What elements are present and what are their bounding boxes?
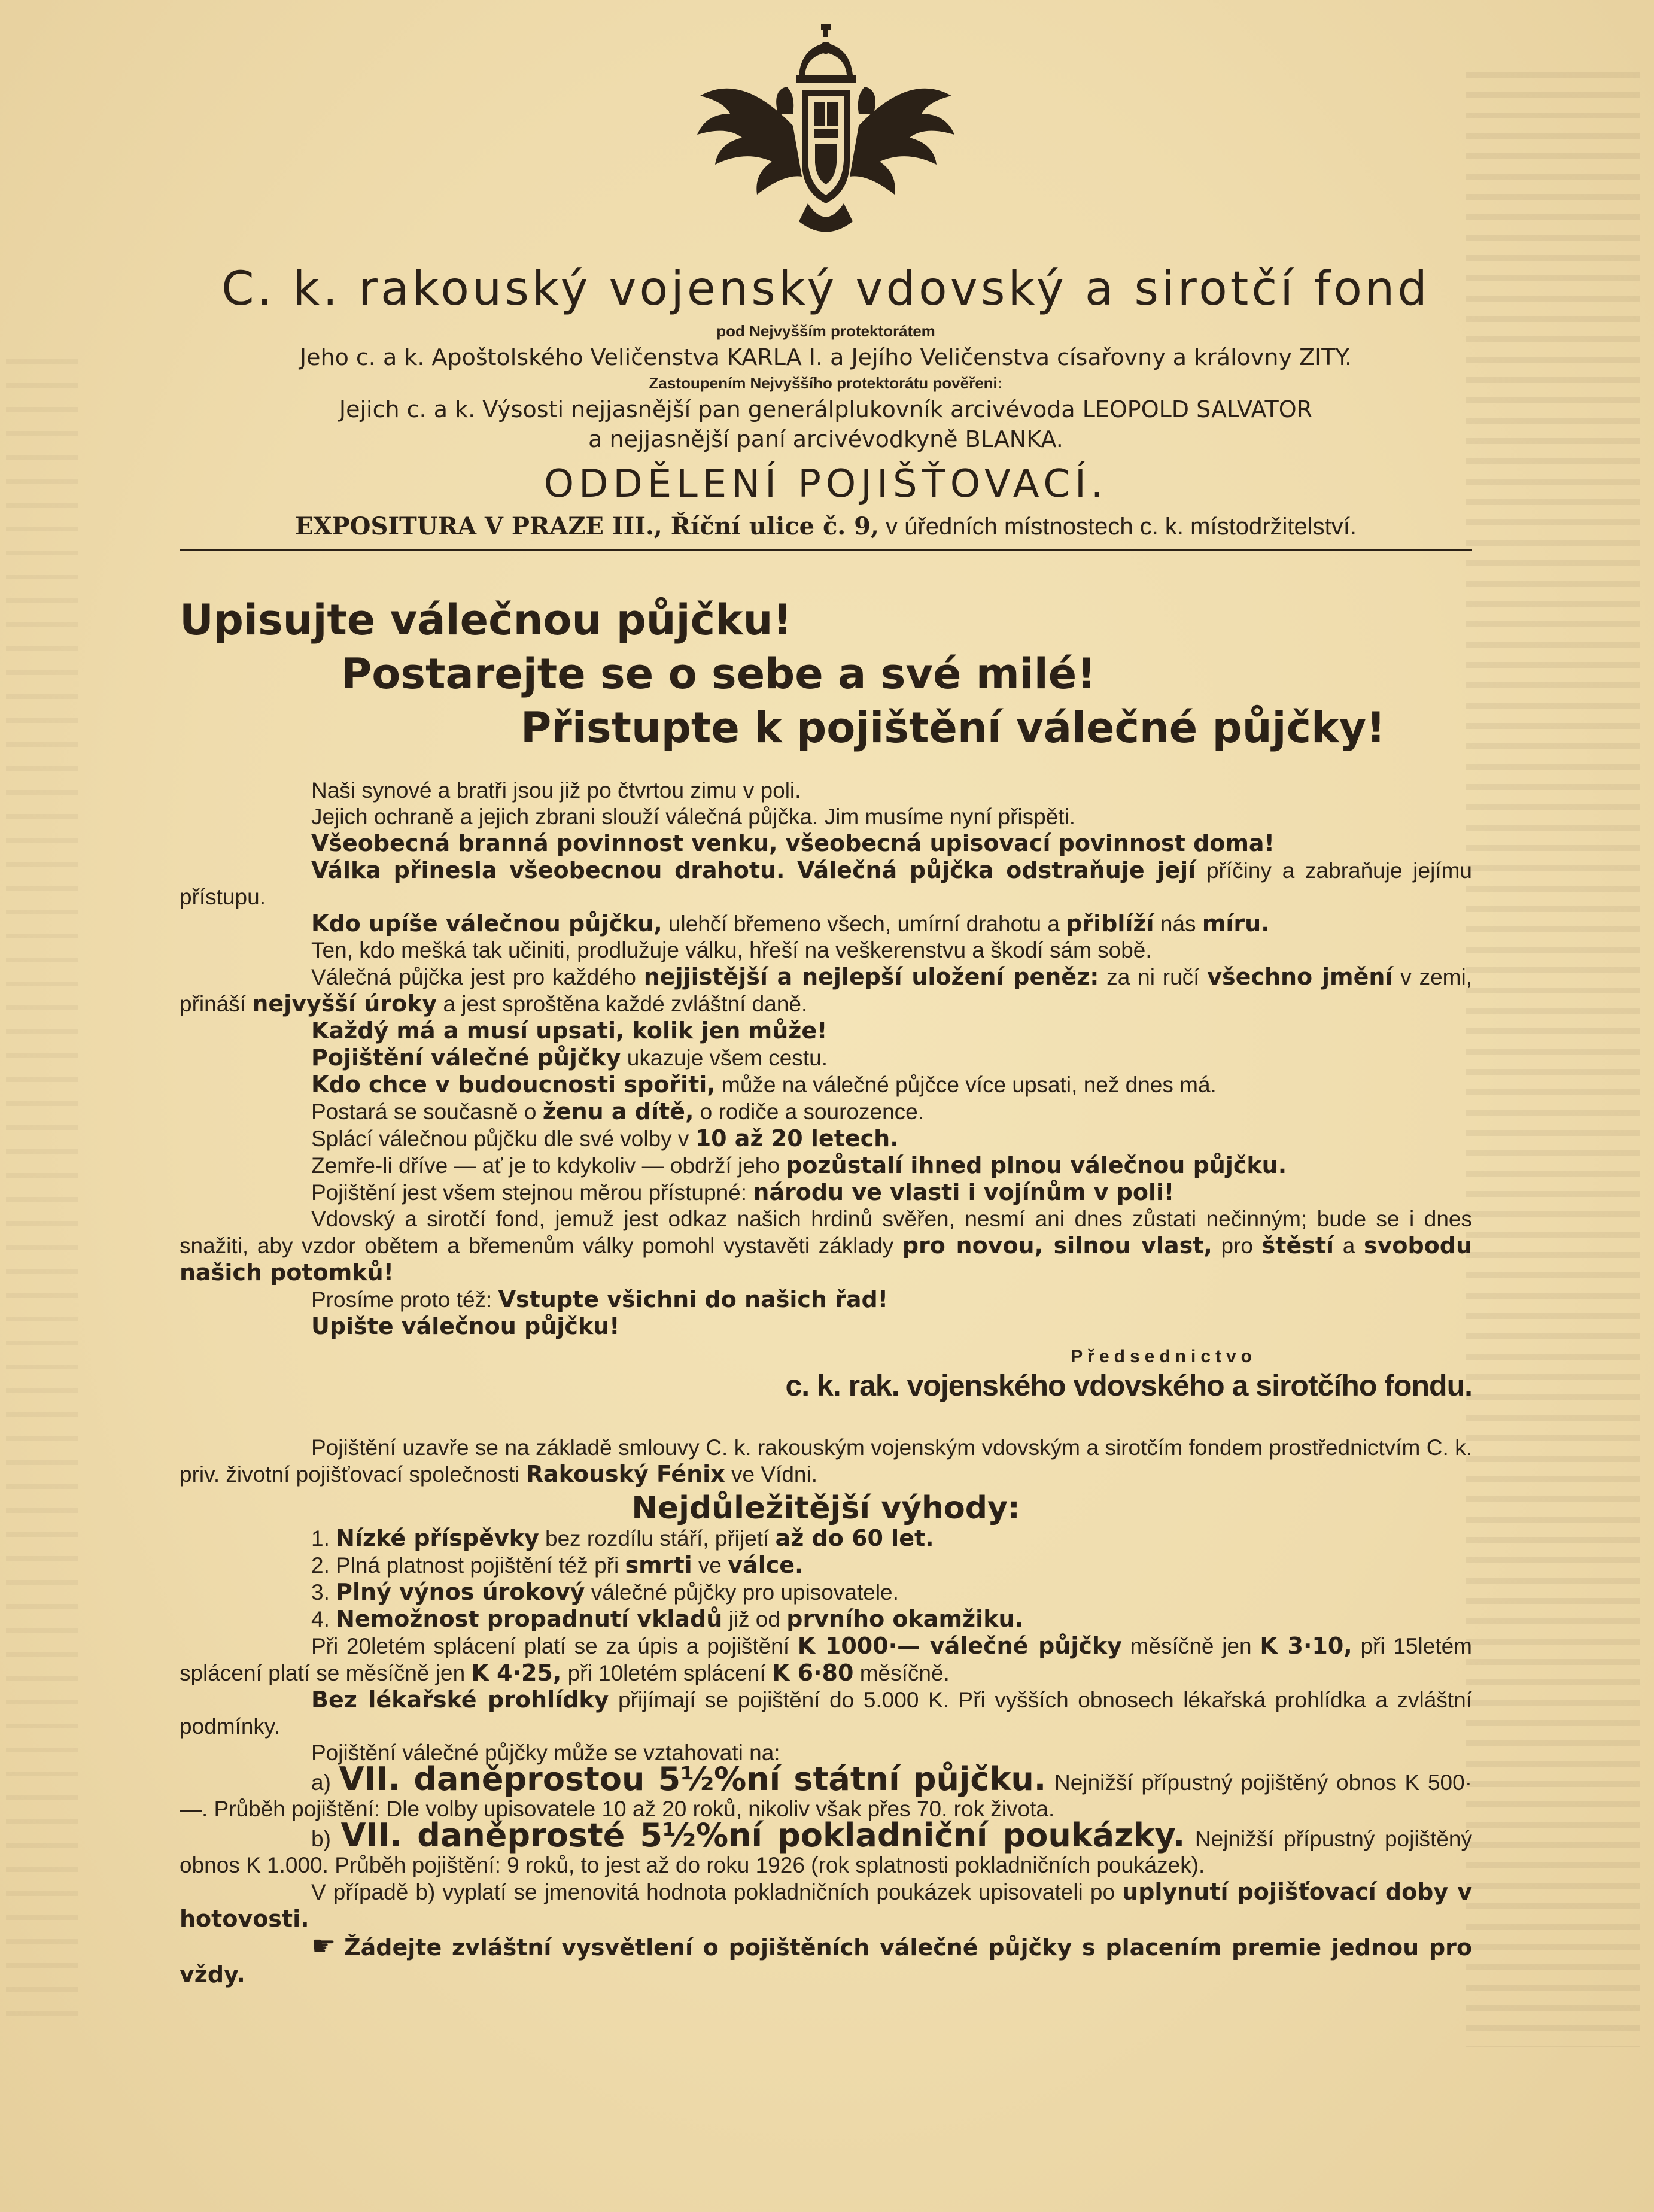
appeal-p4-bold: Válka přinesla všeobecnou drahotu. Válečná půjčka odstraňuje její xyxy=(311,857,1196,883)
rates-d: K 3·10, xyxy=(1260,1633,1352,1659)
terms-intro xyxy=(180,1435,1472,1488)
appeal-p15-c: pro xyxy=(1221,1233,1253,1258)
poster xyxy=(180,24,1472,1988)
expositura-address: EXPOSITURA V PRAZE III., Říční ulice č. 9, xyxy=(295,512,879,540)
appeal-p5-b: ulehčí břemeno všech, umírní drahotu a xyxy=(668,911,1060,936)
appeal-p15-d: štěstí xyxy=(1261,1232,1334,1259)
option-b-text: Nejnižší přípustný pojištěný obnos K 1.000. Průběh pojištění: 9 roků, to jest až do roku 1926 (rok splatnosti pokladničních poukázek). xyxy=(180,1827,1472,1877)
appeal-p17 xyxy=(180,1313,1472,1340)
appeal-p14-b: národu ve vlasti i vojínům v poli! xyxy=(753,1179,1175,1205)
advantage-1-num: 1. xyxy=(311,1526,330,1551)
expositura-location: v úředních místnostech c. k. místodržitelství. xyxy=(886,514,1357,540)
advantage-1-b: Nízké příspěvky xyxy=(336,1525,539,1551)
medical-a: Bez lékařské prohlídky xyxy=(311,1687,609,1713)
appeal-p17-text: Upište válečnou půjčku! xyxy=(311,1313,620,1339)
appeal-p7-g: a jest sproštěna každé zvláštní daně. xyxy=(443,992,808,1016)
option-a xyxy=(180,1760,1473,1822)
appeal-p5-c: přiblíží xyxy=(1066,910,1154,937)
appeal-p15 xyxy=(180,1206,1472,1286)
protectorate-label: pod Nejvyšším protektorátem xyxy=(716,322,935,340)
rates-c: měsíčně jen xyxy=(1130,1634,1252,1658)
rates-b: K 1000·— válečné půjčky xyxy=(797,1633,1122,1659)
pointing-hand-icon: ☛ xyxy=(311,1930,336,1961)
appeal-p15-f: svobodu našich potomků! xyxy=(180,1232,1473,1286)
medical-b: přijímají se pojištění do 5.000 K. Při vyšších obnosech lékařská prohlídka a zvláštní podmínky. xyxy=(180,1688,1472,1739)
rates-i: měsíčně. xyxy=(859,1661,950,1685)
advantage-2-b: smrti xyxy=(625,1552,692,1578)
terms-intro-c: ve Vídni. xyxy=(731,1462,817,1487)
deputy-label: Zastoupením Nejvyššího protektorátu pověřeni: xyxy=(649,374,1003,392)
bleed-through-text-left xyxy=(6,359,78,2035)
appeal-p15-e: a xyxy=(1342,1233,1355,1258)
advantage-3-c: válečné půjčky pro upisovatele. xyxy=(591,1580,899,1605)
expositura-line xyxy=(180,512,1472,551)
option-a-text: Nejnižší přípustný pojištěný obnos K 500·—. Průběh pojištění: Dle volby upisovatele 10 až 20 roků, nikoliv však přes 70. rok života. xyxy=(180,1770,1473,1821)
appeal-p16-b: Vstupte všichni do našich řad! xyxy=(498,1286,889,1312)
advantages-title: Nejdůležitější výhody: xyxy=(631,1490,1020,1526)
appeal-p13-a: Zemře-li dříve — ať je to kdykoliv — obdrží jeho xyxy=(311,1153,780,1178)
appeal-p10-a: Kdo chce v budoucnosti spořiti, xyxy=(311,1071,716,1098)
appeal-p7-e: v zemi, přináší xyxy=(180,965,1472,1016)
appeal-p8-text: Každý má a musí upsati, kolik jen může! xyxy=(311,1017,828,1044)
advantage-4-num: 4. xyxy=(311,1607,330,1631)
case-b-b: uplynutí pojišťovací doby v hotovosti. xyxy=(180,1879,1472,1932)
medical xyxy=(180,1687,1472,1740)
appeal-p6: Ten, kdo mešká tak učiniti, prodlužuje válku, hřeší na veškerenstvu a škodí sám sobě. xyxy=(311,938,1152,962)
signature-name: c. k. rak. vojenského vdovského a sirotčího fondu. xyxy=(785,1369,1472,1402)
bleed-through-text xyxy=(1466,72,1640,2047)
advantage-1-d: až do 60 let. xyxy=(775,1525,934,1551)
appeal-p12-b: 10 až 20 letech. xyxy=(695,1125,899,1151)
appeal-p10-b: může na válečné půjčce více upsati, než dnes má. xyxy=(722,1072,1217,1097)
option-b xyxy=(180,1816,1472,1879)
terms-intro-b: Rakouský Fénix xyxy=(525,1461,725,1487)
slogan-1: Upisujte válečnou půjčku! xyxy=(180,595,792,645)
appeal-p7-a: Válečná půjčka jest pro každého xyxy=(311,965,636,989)
deputy-line-2: a nejjasnější paní arcivévodkyně BLANKA. xyxy=(588,426,1063,452)
appeal-p10 xyxy=(180,1071,1472,1098)
advantage-3-num: 3. xyxy=(311,1580,330,1605)
advantage-3 xyxy=(180,1579,1472,1606)
rates-f: K 4·25, xyxy=(471,1660,562,1686)
appeal-p15-a: Vdovský a sirotčí fond, jemuž jest odkaz našich hrdinů svěřen, nesmí ani dnes zůstati nečinným; bude se i dnes snažiti, aby vzdor obětem a břemenům války pomohl vystavěti základy xyxy=(180,1207,1472,1258)
appeal-p8 xyxy=(180,1017,1472,1044)
department-title: ODDĚLENÍ POJIŠŤOVACÍ. xyxy=(543,462,1108,506)
advantage-3-b: Plný výnos úrokový xyxy=(336,1579,585,1605)
appeal-p9-b: ukazuje všem cestu. xyxy=(627,1046,828,1070)
signature-title: Předsednictvo xyxy=(1071,1347,1257,1366)
appeal-p15-b: pro novou, silnou vlast, xyxy=(902,1232,1212,1259)
deputy-line-1: Jejich c. a k. Výsosti nejjasnější pan generálplukovník arcivévoda LEOPOLD SALVATOR xyxy=(339,396,1313,423)
rates xyxy=(180,1633,1472,1687)
terms-text xyxy=(180,1435,1472,1988)
appeal-p13 xyxy=(180,1152,1472,1179)
advantage-1 xyxy=(180,1525,1472,1552)
appeal-p12-a: Splácí válečnou půjčku dle své volby v xyxy=(311,1126,689,1151)
appeal-p7-f: nejvyšší úroky xyxy=(252,990,437,1017)
slogan-3: Přistupte k pojištění válečné půjčky! xyxy=(521,703,1386,752)
option-b-label: b) xyxy=(311,1827,331,1851)
advantage-2-d: válce. xyxy=(728,1552,804,1578)
advantage-2-a: 2. Plná platnost pojištění též při xyxy=(311,1553,619,1578)
advantage-4 xyxy=(180,1606,1472,1633)
option-a-title: VII. daněprostou 5½%ní státní půjčku. xyxy=(339,1760,1047,1798)
advantage-2-c: ve xyxy=(698,1553,722,1578)
advantage-1-c: bez rozdílu stáří, přijetí xyxy=(545,1526,770,1551)
appeal-p11-c: o rodiče a sourozence. xyxy=(700,1099,925,1124)
appeal-p13-b: pozůstalí ihned plnou válečnou půjčku. xyxy=(786,1152,1287,1178)
appeal-p7-d: všechno jmění xyxy=(1207,964,1393,990)
appeal-p4 xyxy=(180,857,1472,910)
appeal-p7-c: za ni ručí xyxy=(1106,965,1200,989)
appeal-p11-a: Postará se současně o xyxy=(311,1099,537,1124)
appeal-p7 xyxy=(180,964,1472,1017)
appeal-p5 xyxy=(180,910,1472,937)
appeal-p5-a: Kdo upíše válečnou půjčku, xyxy=(311,910,662,937)
appeal-text xyxy=(180,777,1473,1402)
rates-e: při 15letém splácení platí se měsíčně jen xyxy=(180,1634,1472,1685)
appeal-p12 xyxy=(180,1125,1472,1152)
imperial-eagle-crest-icon xyxy=(688,24,963,239)
appeal-p11 xyxy=(180,1098,1472,1125)
patrons-line: Jeho c. a k. Apoštolského Veličenstva KARLA I. a Jejího Veličenstva císařovny a královny ZITY. xyxy=(299,344,1352,370)
appeal-p11-b: ženu a dítě, xyxy=(542,1098,694,1125)
appeal-p7-b: nejjistější a nejlepší uložení peněz: xyxy=(643,964,1099,990)
rates-a: Při 20letém splácení platí se za úpis a pojištění xyxy=(311,1634,790,1658)
advantage-4-b: Nemožnost propadnutí vkladů xyxy=(336,1606,723,1632)
appeal-p5-e: míru. xyxy=(1202,910,1270,937)
terms-intro-a: Pojištění uzavře se na základě smlouvy C. k. rakouským vojenským vdovským a sirotčím fondem prostřednictvím C. k. priv. životní pojišťovací společnosti xyxy=(180,1435,1472,1487)
appeal-p14 xyxy=(180,1179,1472,1206)
appeal-p3 xyxy=(180,830,1472,857)
appeal-p16 xyxy=(180,1286,1472,1313)
option-a-label: a) xyxy=(311,1770,331,1795)
advantage-4-c: již od xyxy=(728,1607,780,1631)
case-b xyxy=(180,1879,1472,1933)
appeal-p4-rest: příčiny a zabraňuje jejímu přístupu. xyxy=(180,858,1472,909)
advantage-4-d: prvního okamžiku. xyxy=(786,1606,1023,1632)
option-b-title: VII. daněprosté 5½%ní pokladniční poukázky. xyxy=(340,1816,1185,1854)
slogan-2: Postarejte se o sebe a své milé! xyxy=(341,649,1096,698)
appeal-p9 xyxy=(180,1044,1472,1071)
appeal-p3-text: Všeobecná branná povinnost venku, všeobecná upisovací povinnost doma! xyxy=(311,830,1275,856)
fund-title: C. k. rakouský vojenský vdovský a sirotčí fond xyxy=(221,262,1430,316)
final-note-text: Žádejte zvláštní vysvětlení o pojištěních válečné půjčky s placením premie jednou pro vždy. xyxy=(180,1934,1472,1988)
rates-h: K 6·80 xyxy=(772,1660,854,1686)
appeal-p14-a: Pojištění jest všem stejnou měrou přístupné: xyxy=(311,1180,747,1205)
appeal-p2: Jejich ochraně a jejich zbrani slouží válečná půjčka. Jim musíme nyní přispěti. xyxy=(311,804,1076,829)
appeal-p16-a: Prosíme proto též: xyxy=(311,1287,492,1312)
appeal-p1: Naši synové a bratři jsou již po čtvrtou zimu v poli. xyxy=(311,778,801,803)
appeal-p9-a: Pojištění válečné půjčky xyxy=(311,1044,621,1071)
appeal-p5-d: nás xyxy=(1160,911,1196,936)
final-note xyxy=(180,1930,1472,1988)
case-b-a: V případě b) vyplatí se jmenovitá hodnota pokladničních poukázek upisovateli po xyxy=(311,1880,1115,1904)
rates-g: při 10letém splácení xyxy=(567,1661,766,1685)
relates: Pojištění válečné půjčky může se vztahovati na: xyxy=(311,1740,780,1765)
advantage-2 xyxy=(180,1552,1472,1579)
